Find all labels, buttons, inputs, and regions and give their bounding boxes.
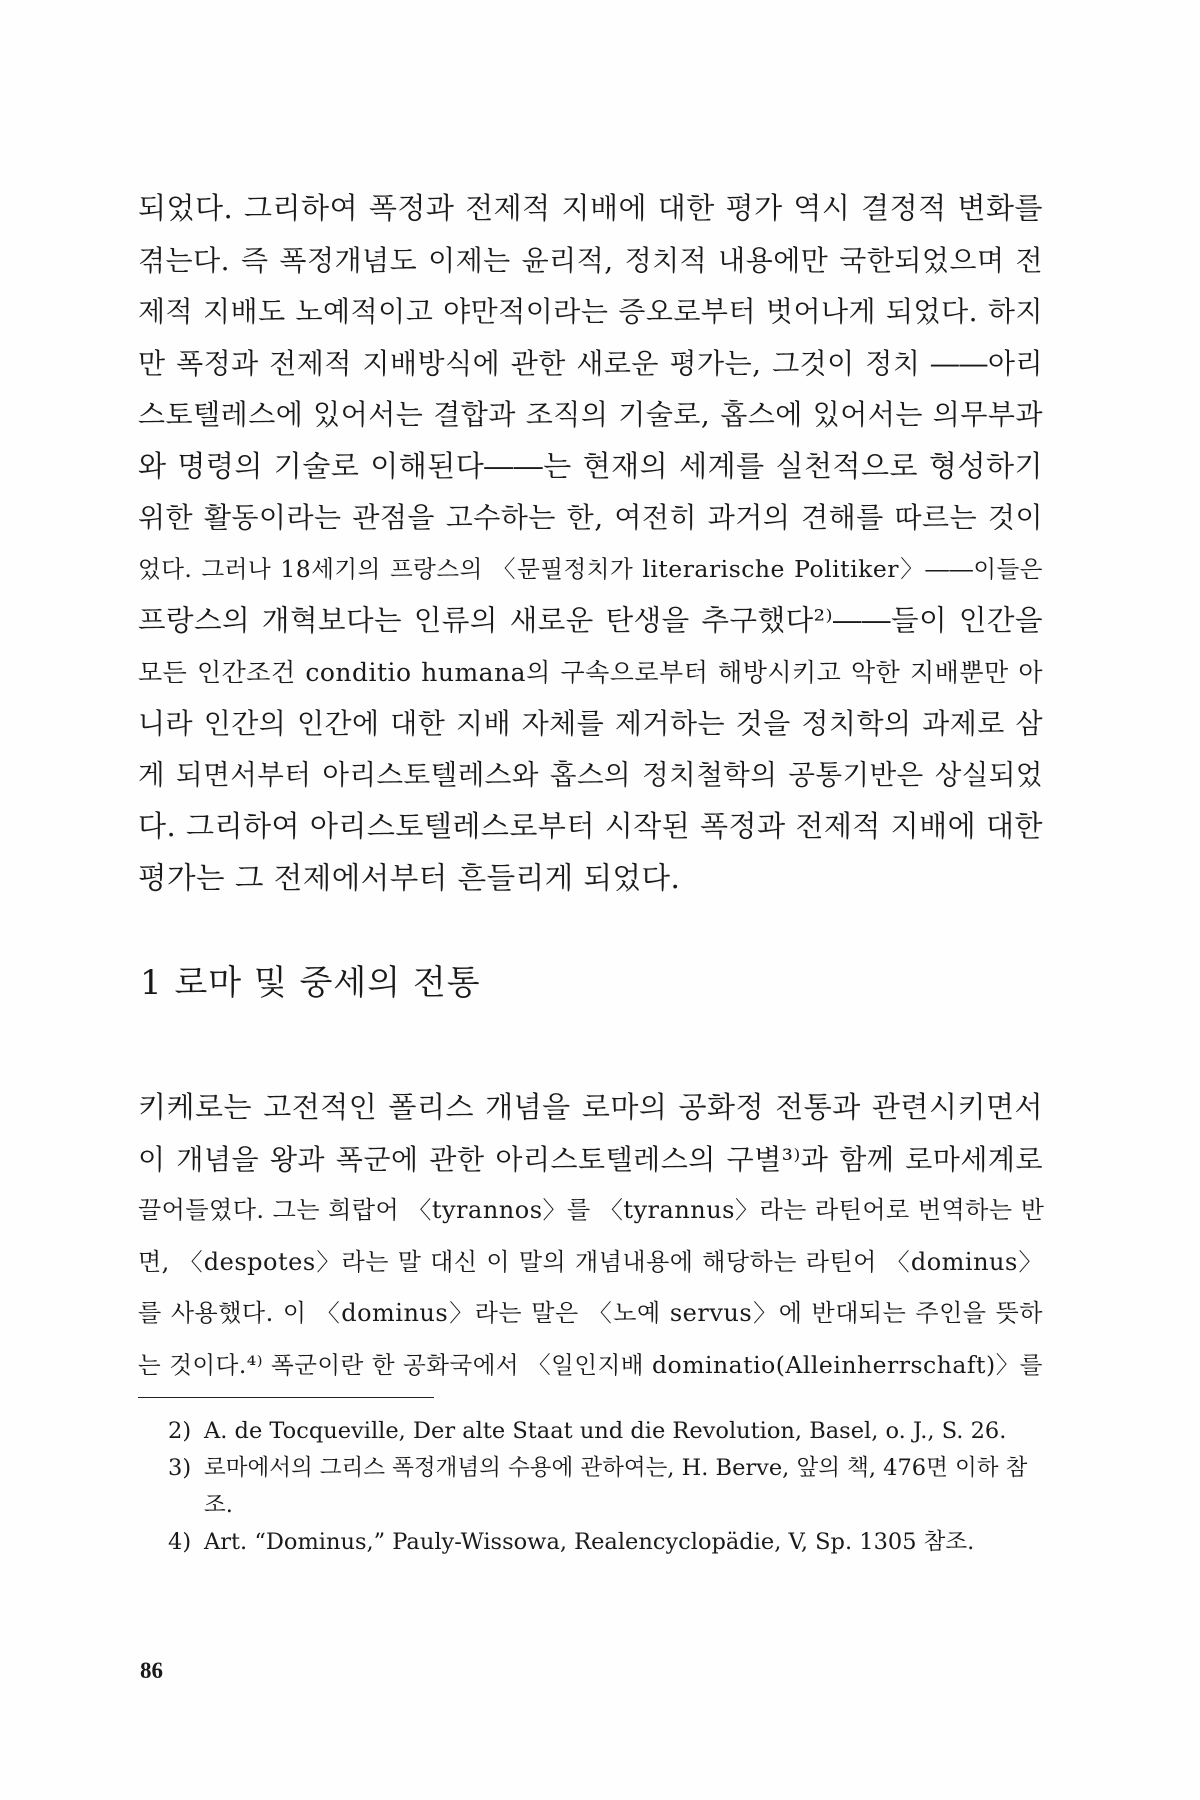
text-line: 프랑스의 개혁보다는 인류의 새로운 탄생을 추구했다²⁾――들이 인간을: [138, 604, 1043, 637]
body-paragraph-2: [138, 1082, 1043, 1391]
text-line: 겪는다. 즉 폭정개념도 이제는 윤리적, 정치적 내용에만 국한되었으며 전: [138, 243, 1043, 277]
text-line: 었다. 그러나 18세기의 프랑스의 〈문필정치가 literarische Politiker〉――이들은: [138, 554, 1043, 583]
footnotes-list: [168, 1413, 1043, 1561]
footnote-item: [168, 1450, 1043, 1524]
text-line: 모든 인간조건 conditio humana의 구속으로부터 해방시키고 악한 지배뿐만 아: [138, 657, 1043, 687]
footnote-number: 3): [168, 1455, 192, 1481]
footnote-text: 로마에서의 그리스 폭정개념의 수용에 관하여는, H. Berve, 앞의 책, 476면 이하 참조.: [204, 1455, 1028, 1518]
page-number: 86: [140, 1658, 163, 1683]
text-line: 평가는 그 전제에서부터 흔들리게 되었다.: [138, 860, 681, 895]
text-line: 제적 지배도 노예적이고 야만적이라는 증오로부터 벗어나게 되었다. 하지: [138, 295, 1043, 328]
footnote-text: A. de Tocqueville, Der alte Staat und die Revolution, Basel, o. J., S. 26.: [204, 1418, 1007, 1444]
text-line: 이 개념을 왕과 폭군에 관한 아리스토텔레스의 구별³⁾과 함께 로마세계로: [138, 1142, 1043, 1176]
footnote-text: Art. “Dominus,” Pauly-Wissowa, Realencyclopädie, V, Sp. 1305 참조.: [204, 1529, 975, 1555]
text-line: 되었다. 그리하여 폭정과 전제적 지배에 대한 평가 역시 결정적 변화를: [138, 191, 1043, 225]
footnote-number: 2): [168, 1418, 192, 1444]
text-line: 위한 활동이라는 관점을 고수하는 한, 여전히 과거의 견해를 따르는 것이: [138, 501, 1043, 534]
footnote-item: [168, 1524, 1043, 1561]
body-paragraph-1: [138, 183, 1043, 904]
text-line: 게 되면서부터 아리스토텔레스와 홉스의 정치철학의 공통기반은 상실되었: [138, 758, 1043, 791]
footnote-item: [168, 1413, 1043, 1450]
text-line: 키케로는 고전적인 폴리스 개념을 로마의 공화정 전통과 관련시키면서: [138, 1090, 1043, 1124]
text-line: 면, 〈despotes〉라는 말 대신 이 말의 개념내용에 해당하는 라틴어 〈dominus〉: [138, 1247, 1043, 1276]
footnote-number: 4): [168, 1529, 192, 1555]
text-line: 와 명령의 기술로 이해된다――는 현재의 세계를 실천적으로 형성하기: [138, 448, 1043, 483]
text-line: 다. 그리하여 아리스토텔레스로부터 시작된 폭정과 전제적 지배에 대한: [138, 809, 1043, 843]
section-heading: 1 로마 및 중세의 전통: [140, 963, 481, 1003]
footnote-divider: [138, 1397, 434, 1398]
text-line: 를 사용했다. 이 〈dominus〉라는 말은 〈노예 servus〉에 반대되는 주인을 뜻하: [138, 1299, 1043, 1327]
text-line: 스토텔레스에 있어서는 결합과 조직의 기술로, 홉스에 있어서는 의무부과: [138, 398, 1043, 431]
text-line: 만 폭정과 전제적 지배방식에 관한 새로운 평가는, 그것이 정치 ――아리: [138, 346, 1043, 380]
text-line: 니라 인간의 인간에 대한 지배 자체를 제거하는 것을 정치학의 과제로 삼: [138, 707, 1043, 740]
text-line: 끌어들였다. 그는 희랍어 〈tyrannos〉를 〈tyrannus〉라는 라틴어로 번역하는 반: [138, 1196, 1045, 1224]
text-line: 는 것이다.⁴⁾ 폭군이란 한 공화국에서 〈일인지배 dominatio(Alleinherrschaft)〉를: [138, 1350, 1043, 1379]
